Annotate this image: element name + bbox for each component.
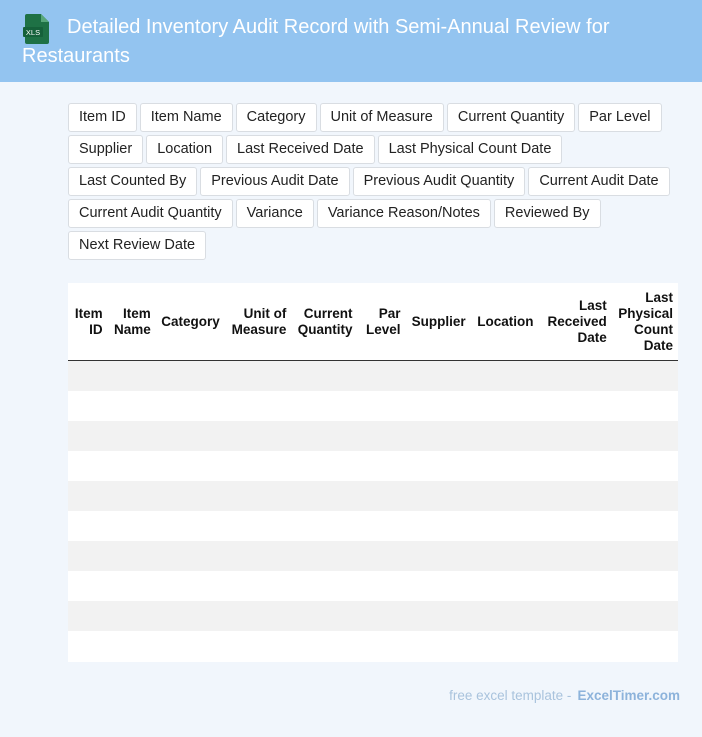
table-cell[interactable] (108, 511, 156, 541)
table-cell[interactable] (539, 481, 612, 511)
table-cell[interactable] (291, 421, 357, 451)
field-chip[interactable]: Current Quantity (447, 103, 575, 132)
footer (449, 688, 680, 703)
field-chip[interactable]: Last Counted By (68, 167, 197, 196)
table-row (68, 571, 678, 601)
table-cell[interactable] (472, 511, 540, 541)
column-header[interactable]: Location (472, 283, 540, 361)
table-cell[interactable] (68, 511, 108, 541)
column-header[interactable]: Unit of Measure (225, 283, 291, 361)
table-cell[interactable] (68, 361, 108, 392)
table-cell[interactable] (612, 571, 678, 601)
column-header[interactable]: Item Name (108, 283, 156, 361)
table-cell[interactable] (472, 601, 540, 631)
field-chip[interactable]: Current Audit Quantity (68, 199, 233, 228)
table-row (68, 391, 678, 421)
table-cell[interactable] (108, 481, 156, 511)
xls-icon-label: XLS (25, 28, 41, 37)
page-header (0, 0, 702, 82)
table-cell[interactable] (539, 421, 612, 451)
table-cell[interactable] (108, 631, 156, 661)
table-cell[interactable] (539, 451, 612, 481)
table-cell[interactable] (612, 631, 678, 661)
table-cell[interactable] (225, 481, 291, 511)
table-cell[interactable] (406, 391, 472, 421)
table-cell[interactable] (357, 601, 405, 631)
table-cell[interactable] (156, 511, 225, 541)
field-chip[interactable]: Item ID (68, 103, 137, 132)
field-chip[interactable]: Variance (236, 199, 314, 228)
table-cell[interactable] (68, 451, 108, 481)
table-cell[interactable] (68, 421, 108, 451)
column-header[interactable]: Current Quantity (291, 283, 357, 361)
table-header-row (68, 283, 678, 361)
field-chip[interactable]: Category (236, 103, 317, 132)
column-header[interactable]: Category (156, 283, 225, 361)
table-cell[interactable] (108, 391, 156, 421)
table-cell[interactable] (291, 511, 357, 541)
table-cell[interactable] (612, 481, 678, 511)
table-cell[interactable] (406, 361, 472, 392)
table-cell[interactable] (357, 391, 405, 421)
table-cell[interactable] (357, 481, 405, 511)
table-cell[interactable] (156, 601, 225, 631)
table-cell[interactable] (225, 571, 291, 601)
table-cell[interactable] (225, 601, 291, 631)
table-cell[interactable] (612, 601, 678, 631)
table-cell[interactable] (406, 601, 472, 631)
table-cell[interactable] (291, 361, 357, 392)
field-chip[interactable]: Variance Reason/Notes (317, 199, 491, 228)
table-cell[interactable] (406, 571, 472, 601)
table-row (68, 511, 678, 541)
table-cell[interactable] (357, 511, 405, 541)
table-cell[interactable] (68, 391, 108, 421)
table-cell[interactable] (357, 421, 405, 451)
column-header[interactable]: Par Level (357, 283, 405, 361)
field-chip[interactable]: Unit of Measure (320, 103, 444, 132)
table-cell[interactable] (291, 481, 357, 511)
table-cell[interactable] (291, 571, 357, 601)
table-cell[interactable] (539, 511, 612, 541)
table-cell[interactable] (472, 451, 540, 481)
table-cell[interactable] (472, 541, 540, 571)
table-row (68, 601, 678, 631)
table-cell[interactable] (406, 421, 472, 451)
table-cell[interactable] (472, 571, 540, 601)
field-chip[interactable]: Next Review Date (68, 231, 206, 260)
field-chip[interactable]: Current Audit Date (528, 167, 669, 196)
column-header[interactable]: Last Physical Count Date (612, 283, 678, 361)
table-cell[interactable] (291, 601, 357, 631)
table-cell[interactable] (612, 421, 678, 451)
table-cell[interactable] (156, 421, 225, 451)
table-row (68, 451, 678, 481)
table-cell[interactable] (225, 391, 291, 421)
field-chip[interactable]: Reviewed By (494, 199, 601, 228)
table-cell[interactable] (539, 391, 612, 421)
field-chip[interactable]: Last Received Date (226, 135, 375, 164)
table-cell[interactable] (291, 631, 357, 661)
column-header[interactable]: Last Received Date (539, 283, 612, 361)
inventory-table-container[interactable] (68, 283, 678, 662)
table-cell[interactable] (612, 391, 678, 421)
table-row (68, 631, 678, 661)
table-cell[interactable] (225, 421, 291, 451)
table-cell[interactable] (612, 541, 678, 571)
table-cell[interactable] (357, 361, 405, 392)
table-cell[interactable] (68, 631, 108, 661)
page-title: Detailed Inventory Audit Record with Semi-Annual Review for Restaurants (22, 16, 610, 67)
table-cell[interactable] (225, 361, 291, 392)
table-cell[interactable] (156, 391, 225, 421)
table-cell[interactable] (539, 631, 612, 661)
table-cell[interactable] (108, 361, 156, 392)
table-cell[interactable] (291, 391, 357, 421)
field-chip[interactable]: Location (146, 135, 223, 164)
table-cell[interactable] (156, 361, 225, 392)
column-header[interactable]: Supplier (406, 283, 472, 361)
field-list (68, 103, 688, 260)
table-cell[interactable] (357, 631, 405, 661)
table-cell[interactable] (225, 451, 291, 481)
table-cell[interactable] (291, 541, 357, 571)
table-cell[interactable] (225, 631, 291, 661)
table-cell[interactable] (406, 511, 472, 541)
column-header[interactable]: Item ID (68, 283, 108, 361)
table-cell[interactable] (612, 511, 678, 541)
table-cell[interactable] (472, 421, 540, 451)
field-chip[interactable]: Previous Audit Date (200, 167, 349, 196)
field-chip[interactable]: Last Physical Count Date (378, 135, 563, 164)
table-cell[interactable] (68, 541, 108, 571)
table-cell[interactable] (156, 451, 225, 481)
table-cell[interactable] (156, 631, 225, 661)
table-cell[interactable] (357, 571, 405, 601)
table-cell[interactable] (472, 481, 540, 511)
table-cell[interactable] (472, 631, 540, 661)
table-row (68, 481, 678, 511)
table-cell[interactable] (539, 601, 612, 631)
table-cell[interactable] (108, 541, 156, 571)
table-row (68, 421, 678, 451)
field-chip[interactable]: Supplier (68, 135, 143, 164)
table-cell[interactable] (472, 391, 540, 421)
table-row (68, 361, 678, 392)
table-row (68, 541, 678, 571)
footer-text: free excel template - (449, 688, 572, 703)
table-cell[interactable] (156, 541, 225, 571)
inventory-table (68, 283, 678, 661)
table-cell[interactable] (406, 631, 472, 661)
table-cell[interactable] (406, 481, 472, 511)
table-cell[interactable] (108, 571, 156, 601)
table-cell[interactable] (68, 571, 108, 601)
field-chip[interactable]: Item Name (140, 103, 233, 132)
table-cell[interactable] (539, 541, 612, 571)
table-cell[interactable] (612, 451, 678, 481)
table-cell[interactable] (357, 451, 405, 481)
table-cell[interactable] (291, 451, 357, 481)
table-cell[interactable] (156, 481, 225, 511)
table-cell[interactable] (108, 451, 156, 481)
table-cell[interactable] (68, 601, 108, 631)
field-chip[interactable]: Par Level (578, 103, 661, 132)
field-chip[interactable]: Previous Audit Quantity (353, 167, 526, 196)
table-cell[interactable] (539, 361, 612, 392)
table-cell[interactable] (472, 361, 540, 392)
table-cell[interactable] (225, 541, 291, 571)
table-cell[interactable] (612, 361, 678, 392)
table-cell[interactable] (357, 541, 405, 571)
table-cell[interactable] (68, 481, 108, 511)
table-cell[interactable] (225, 511, 291, 541)
table-cell[interactable] (406, 451, 472, 481)
table-cell[interactable] (539, 571, 612, 601)
table-cell[interactable] (108, 601, 156, 631)
table-cell[interactable] (156, 571, 225, 601)
table-cell[interactable] (406, 541, 472, 571)
footer-brand-link[interactable]: ExcelTimer.com (577, 688, 680, 703)
table-cell[interactable] (108, 421, 156, 451)
